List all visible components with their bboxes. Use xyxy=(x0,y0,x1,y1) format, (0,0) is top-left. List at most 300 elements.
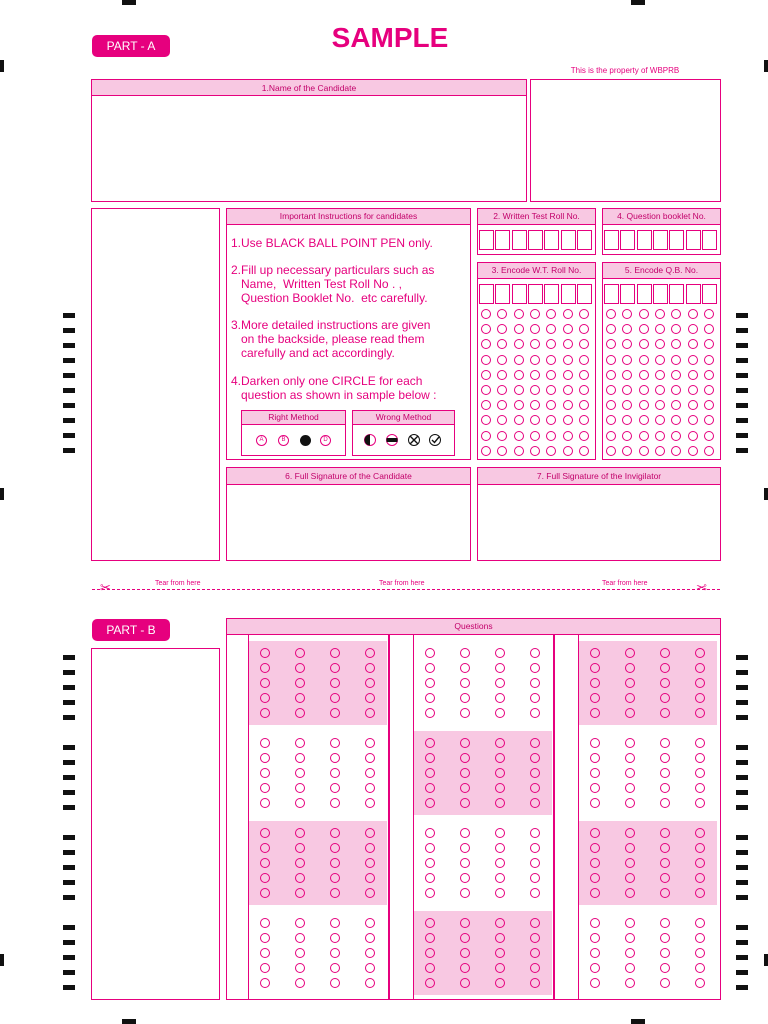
answer-bubble[interactable] xyxy=(590,708,600,718)
encode-roll-digit-bubble[interactable] xyxy=(579,355,589,365)
answer-bubble[interactable] xyxy=(365,738,375,748)
encode-qb-cell[interactable] xyxy=(653,284,668,304)
answer-bubble[interactable] xyxy=(425,783,435,793)
encode-roll-digit-bubble[interactable] xyxy=(481,385,491,395)
answer-bubble[interactable] xyxy=(625,978,635,988)
answer-bubble[interactable] xyxy=(260,663,270,673)
answer-bubble[interactable] xyxy=(695,858,705,868)
answer-bubble[interactable] xyxy=(590,918,600,928)
encode-roll-digit-bubble[interactable] xyxy=(514,415,524,425)
answer-bubble[interactable] xyxy=(695,963,705,973)
encode-qb-digit-bubble[interactable] xyxy=(639,415,649,425)
encode-roll-digit-bubble[interactable] xyxy=(579,324,589,334)
answer-bubble[interactable] xyxy=(530,978,540,988)
answer-bubble[interactable] xyxy=(260,738,270,748)
answer-bubble[interactable] xyxy=(695,768,705,778)
answer-bubble[interactable] xyxy=(260,753,270,763)
answer-bubble[interactable] xyxy=(330,663,340,673)
encode-qb-digit-bubble[interactable] xyxy=(688,339,698,349)
answer-bubble[interactable] xyxy=(530,708,540,718)
answer-bubble[interactable] xyxy=(495,963,505,973)
answer-bubble[interactable] xyxy=(660,918,670,928)
answer-bubble[interactable] xyxy=(260,858,270,868)
answer-bubble[interactable] xyxy=(425,963,435,973)
encode-qb-cell[interactable] xyxy=(620,284,635,304)
answer-bubble[interactable] xyxy=(625,948,635,958)
encode-qb-digit-bubble[interactable] xyxy=(639,400,649,410)
encode-roll-digit-bubble[interactable] xyxy=(514,385,524,395)
answer-bubble[interactable] xyxy=(625,918,635,928)
answer-bubble[interactable] xyxy=(260,708,270,718)
answer-bubble[interactable] xyxy=(695,753,705,763)
encode-qb-digit-bubble[interactable] xyxy=(688,400,698,410)
answer-bubble[interactable] xyxy=(695,648,705,658)
answer-bubble[interactable] xyxy=(295,768,305,778)
encode-qb-digit-bubble[interactable] xyxy=(704,385,714,395)
encode-qb-cell[interactable] xyxy=(637,284,652,304)
answer-bubble[interactable] xyxy=(365,918,375,928)
answer-bubble[interactable] xyxy=(530,963,540,973)
encode-roll-digit-bubble[interactable] xyxy=(514,446,524,456)
answer-bubble[interactable] xyxy=(695,708,705,718)
encode-roll-digit-bubble[interactable] xyxy=(481,355,491,365)
answer-bubble[interactable] xyxy=(460,648,470,658)
encode-roll-cell[interactable] xyxy=(577,284,592,304)
encode-qb-digit-bubble[interactable] xyxy=(639,339,649,349)
booklet-no-cell[interactable] xyxy=(702,230,717,250)
booklet-no-cell[interactable] xyxy=(604,230,619,250)
answer-bubble[interactable] xyxy=(330,693,340,703)
answer-bubble[interactable] xyxy=(295,693,305,703)
answer-bubble[interactable] xyxy=(530,798,540,808)
answer-bubble[interactable] xyxy=(590,873,600,883)
answer-bubble[interactable] xyxy=(625,858,635,868)
answer-bubble[interactable] xyxy=(660,858,670,868)
encode-qb-digit-bubble[interactable] xyxy=(671,446,681,456)
answer-bubble[interactable] xyxy=(695,828,705,838)
answer-bubble[interactable] xyxy=(660,693,670,703)
answer-bubble[interactable] xyxy=(590,693,600,703)
answer-bubble[interactable] xyxy=(425,663,435,673)
written-roll-cell[interactable] xyxy=(495,230,510,250)
encode-roll-digit-bubble[interactable] xyxy=(514,370,524,380)
answer-bubble[interactable] xyxy=(695,978,705,988)
encode-qb-digit-bubble[interactable] xyxy=(704,400,714,410)
encode-roll-cell[interactable] xyxy=(561,284,576,304)
encode-qb-digit-bubble[interactable] xyxy=(655,355,665,365)
answer-bubble[interactable] xyxy=(495,978,505,988)
answer-bubble[interactable] xyxy=(495,888,505,898)
encode-roll-digit-bubble[interactable] xyxy=(563,446,573,456)
answer-bubble[interactable] xyxy=(365,648,375,658)
answer-bubble[interactable] xyxy=(330,783,340,793)
answer-bubble[interactable] xyxy=(590,858,600,868)
answer-bubble[interactable] xyxy=(695,783,705,793)
answer-bubble[interactable] xyxy=(530,918,540,928)
answer-bubble[interactable] xyxy=(425,708,435,718)
encode-roll-digit-bubble[interactable] xyxy=(514,324,524,334)
answer-bubble[interactable] xyxy=(660,783,670,793)
answer-bubble[interactable] xyxy=(365,843,375,853)
encode-roll-digit-bubble[interactable] xyxy=(579,370,589,380)
answer-bubble[interactable] xyxy=(590,783,600,793)
answer-bubble[interactable] xyxy=(330,978,340,988)
answer-bubble[interactable] xyxy=(495,693,505,703)
written-roll-cell[interactable] xyxy=(512,230,527,250)
answer-bubble[interactable] xyxy=(460,768,470,778)
answer-bubble[interactable] xyxy=(695,918,705,928)
answer-bubble[interactable] xyxy=(660,933,670,943)
encode-roll-digit-bubble[interactable] xyxy=(481,446,491,456)
answer-bubble[interactable] xyxy=(495,858,505,868)
answer-bubble[interactable] xyxy=(460,678,470,688)
answer-bubble[interactable] xyxy=(530,933,540,943)
answer-bubble[interactable] xyxy=(365,933,375,943)
answer-bubble[interactable] xyxy=(625,783,635,793)
answer-bubble[interactable] xyxy=(295,978,305,988)
answer-bubble[interactable] xyxy=(295,798,305,808)
encode-qb-digit-bubble[interactable] xyxy=(704,355,714,365)
answer-bubble[interactable] xyxy=(295,933,305,943)
answer-bubble[interactable] xyxy=(425,678,435,688)
encode-roll-digit-bubble[interactable] xyxy=(514,355,524,365)
encode-qb-digit-bubble[interactable] xyxy=(704,370,714,380)
answer-bubble[interactable] xyxy=(660,888,670,898)
answer-bubble[interactable] xyxy=(695,738,705,748)
encode-qb-cell[interactable] xyxy=(686,284,701,304)
answer-bubble[interactable] xyxy=(495,753,505,763)
answer-bubble[interactable] xyxy=(530,693,540,703)
encode-roll-digit-bubble[interactable] xyxy=(514,400,524,410)
encode-qb-digit-bubble[interactable] xyxy=(671,370,681,380)
answer-bubble[interactable] xyxy=(365,708,375,718)
answer-bubble[interactable] xyxy=(695,888,705,898)
answer-bubble[interactable] xyxy=(530,888,540,898)
answer-bubble[interactable] xyxy=(460,663,470,673)
answer-bubble[interactable] xyxy=(330,708,340,718)
answer-bubble[interactable] xyxy=(295,963,305,973)
answer-bubble[interactable] xyxy=(660,978,670,988)
answer-bubble[interactable] xyxy=(425,768,435,778)
answer-bubble[interactable] xyxy=(530,678,540,688)
written-roll-cell[interactable] xyxy=(544,230,559,250)
answer-bubble[interactable] xyxy=(495,873,505,883)
booklet-no-cell[interactable] xyxy=(637,230,652,250)
encode-roll-digit-bubble[interactable] xyxy=(579,446,589,456)
answer-bubble[interactable] xyxy=(365,678,375,688)
answer-bubble[interactable] xyxy=(495,828,505,838)
answer-bubble[interactable] xyxy=(590,753,600,763)
answer-bubble[interactable] xyxy=(460,858,470,868)
encode-qb-digit-bubble[interactable] xyxy=(688,385,698,395)
encode-roll-digit-bubble[interactable] xyxy=(530,431,540,441)
answer-bubble[interactable] xyxy=(425,873,435,883)
answer-bubble[interactable] xyxy=(625,798,635,808)
written-roll-cell[interactable] xyxy=(479,230,494,250)
encode-qb-cell[interactable] xyxy=(604,284,619,304)
encode-roll-digit-bubble[interactable] xyxy=(579,431,589,441)
encode-roll-digit-bubble[interactable] xyxy=(579,400,589,410)
answer-bubble[interactable] xyxy=(625,648,635,658)
answer-bubble[interactable] xyxy=(590,843,600,853)
answer-bubble[interactable] xyxy=(660,768,670,778)
answer-bubble[interactable] xyxy=(695,693,705,703)
encode-qb-digit-bubble[interactable] xyxy=(655,431,665,441)
answer-bubble[interactable] xyxy=(590,963,600,973)
encode-roll-digit-bubble[interactable] xyxy=(563,309,573,319)
answer-bubble[interactable] xyxy=(625,768,635,778)
answer-bubble[interactable] xyxy=(625,873,635,883)
encode-roll-cell[interactable] xyxy=(495,284,510,304)
encode-qb-digit-bubble[interactable] xyxy=(622,355,632,365)
answer-bubble[interactable] xyxy=(590,978,600,988)
answer-bubble[interactable] xyxy=(495,948,505,958)
answer-bubble[interactable] xyxy=(330,888,340,898)
answer-bubble[interactable] xyxy=(295,843,305,853)
encode-qb-digit-bubble[interactable] xyxy=(671,431,681,441)
encode-qb-digit-bubble[interactable] xyxy=(606,355,616,365)
encode-roll-digit-bubble[interactable] xyxy=(563,324,573,334)
answer-bubble[interactable] xyxy=(295,858,305,868)
answer-bubble[interactable] xyxy=(330,753,340,763)
answer-bubble[interactable] xyxy=(460,933,470,943)
encode-roll-digit-bubble[interactable] xyxy=(530,370,540,380)
encode-qb-digit-bubble[interactable] xyxy=(704,309,714,319)
booklet-no-cell[interactable] xyxy=(669,230,684,250)
answer-bubble[interactable] xyxy=(295,753,305,763)
encode-roll-digit-bubble[interactable] xyxy=(579,309,589,319)
answer-bubble[interactable] xyxy=(365,948,375,958)
encode-roll-digit-bubble[interactable] xyxy=(546,446,556,456)
answer-bubble[interactable] xyxy=(260,978,270,988)
encode-qb-digit-bubble[interactable] xyxy=(688,431,698,441)
answer-bubble[interactable] xyxy=(330,933,340,943)
answer-bubble[interactable] xyxy=(425,843,435,853)
answer-bubble[interactable] xyxy=(330,768,340,778)
answer-bubble[interactable] xyxy=(425,648,435,658)
answer-bubble[interactable] xyxy=(365,753,375,763)
answer-bubble[interactable] xyxy=(625,933,635,943)
answer-bubble[interactable] xyxy=(295,648,305,658)
encode-qb-digit-bubble[interactable] xyxy=(639,446,649,456)
answer-bubble[interactable] xyxy=(365,858,375,868)
encode-qb-digit-bubble[interactable] xyxy=(606,309,616,319)
answer-bubble[interactable] xyxy=(460,828,470,838)
answer-bubble[interactable] xyxy=(460,693,470,703)
answer-bubble[interactable] xyxy=(530,753,540,763)
answer-bubble[interactable] xyxy=(260,918,270,928)
encode-qb-digit-bubble[interactable] xyxy=(688,324,698,334)
encode-roll-cell[interactable] xyxy=(544,284,559,304)
answer-bubble[interactable] xyxy=(495,738,505,748)
encode-qb-digit-bubble[interactable] xyxy=(606,431,616,441)
encode-roll-cell[interactable] xyxy=(528,284,543,304)
answer-bubble[interactable] xyxy=(530,738,540,748)
answer-bubble[interactable] xyxy=(365,978,375,988)
answer-bubble[interactable] xyxy=(425,828,435,838)
answer-bubble[interactable] xyxy=(365,798,375,808)
answer-bubble[interactable] xyxy=(460,918,470,928)
answer-bubble[interactable] xyxy=(330,678,340,688)
encode-roll-digit-bubble[interactable] xyxy=(546,431,556,441)
answer-bubble[interactable] xyxy=(625,708,635,718)
answer-bubble[interactable] xyxy=(295,783,305,793)
answer-bubble[interactable] xyxy=(425,858,435,868)
encode-roll-digit-bubble[interactable] xyxy=(563,339,573,349)
answer-bubble[interactable] xyxy=(260,678,270,688)
encode-roll-digit-bubble[interactable] xyxy=(530,446,540,456)
answer-bubble[interactable] xyxy=(460,873,470,883)
answer-bubble[interactable] xyxy=(590,738,600,748)
written-roll-cell[interactable] xyxy=(528,230,543,250)
answer-bubble[interactable] xyxy=(425,933,435,943)
answer-bubble[interactable] xyxy=(695,843,705,853)
answer-bubble[interactable] xyxy=(660,843,670,853)
answer-bubble[interactable] xyxy=(660,648,670,658)
answer-bubble[interactable] xyxy=(460,963,470,973)
answer-bubble[interactable] xyxy=(695,933,705,943)
answer-bubble[interactable] xyxy=(365,783,375,793)
answer-bubble[interactable] xyxy=(590,888,600,898)
encode-roll-cell[interactable] xyxy=(479,284,494,304)
encode-roll-digit-bubble[interactable] xyxy=(579,385,589,395)
answer-bubble[interactable] xyxy=(365,693,375,703)
encode-roll-digit-bubble[interactable] xyxy=(497,355,507,365)
answer-bubble[interactable] xyxy=(260,768,270,778)
answer-bubble[interactable] xyxy=(530,858,540,868)
encode-roll-digit-bubble[interactable] xyxy=(530,355,540,365)
answer-bubble[interactable] xyxy=(460,798,470,808)
answer-bubble[interactable] xyxy=(530,948,540,958)
encode-roll-digit-bubble[interactable] xyxy=(530,385,540,395)
encode-qb-digit-bubble[interactable] xyxy=(688,370,698,380)
answer-bubble[interactable] xyxy=(695,873,705,883)
answer-bubble[interactable] xyxy=(625,753,635,763)
encode-roll-digit-bubble[interactable] xyxy=(514,339,524,349)
written-roll-cell[interactable] xyxy=(561,230,576,250)
encode-qb-digit-bubble[interactable] xyxy=(606,446,616,456)
answer-bubble[interactable] xyxy=(590,678,600,688)
booklet-no-cell[interactable] xyxy=(620,230,635,250)
answer-bubble[interactable] xyxy=(530,873,540,883)
answer-bubble[interactable] xyxy=(365,663,375,673)
encode-roll-digit-bubble[interactable] xyxy=(563,400,573,410)
answer-bubble[interactable] xyxy=(260,948,270,958)
answer-bubble[interactable] xyxy=(625,678,635,688)
answer-bubble[interactable] xyxy=(660,873,670,883)
encode-qb-digit-bubble[interactable] xyxy=(639,370,649,380)
answer-bubble[interactable] xyxy=(295,663,305,673)
answer-bubble[interactable] xyxy=(590,768,600,778)
answer-bubble[interactable] xyxy=(460,753,470,763)
answer-bubble[interactable] xyxy=(695,678,705,688)
answer-bubble[interactable] xyxy=(530,783,540,793)
answer-bubble[interactable] xyxy=(460,948,470,958)
answer-bubble[interactable] xyxy=(625,963,635,973)
encode-roll-digit-bubble[interactable] xyxy=(563,370,573,380)
encode-roll-digit-bubble[interactable] xyxy=(563,431,573,441)
answer-bubble[interactable] xyxy=(365,873,375,883)
answer-bubble[interactable] xyxy=(260,693,270,703)
answer-bubble[interactable] xyxy=(330,918,340,928)
answer-bubble[interactable] xyxy=(495,918,505,928)
answer-bubble[interactable] xyxy=(695,663,705,673)
answer-bubble[interactable] xyxy=(590,648,600,658)
answer-bubble[interactable] xyxy=(260,798,270,808)
encode-roll-digit-bubble[interactable] xyxy=(514,431,524,441)
answer-bubble[interactable] xyxy=(460,738,470,748)
answer-bubble[interactable] xyxy=(590,798,600,808)
answer-bubble[interactable] xyxy=(660,828,670,838)
answer-bubble[interactable] xyxy=(425,693,435,703)
encode-qb-digit-bubble[interactable] xyxy=(639,431,649,441)
answer-bubble[interactable] xyxy=(530,648,540,658)
written-roll-cell[interactable] xyxy=(577,230,592,250)
answer-bubble[interactable] xyxy=(295,873,305,883)
encode-roll-digit-bubble[interactable] xyxy=(481,431,491,441)
answer-bubble[interactable] xyxy=(295,738,305,748)
answer-bubble[interactable] xyxy=(365,888,375,898)
answer-bubble[interactable] xyxy=(530,663,540,673)
answer-bubble[interactable] xyxy=(495,678,505,688)
answer-bubble[interactable] xyxy=(330,798,340,808)
encode-qb-digit-bubble[interactable] xyxy=(704,431,714,441)
answer-bubble[interactable] xyxy=(260,783,270,793)
answer-bubble[interactable] xyxy=(460,708,470,718)
answer-bubble[interactable] xyxy=(260,828,270,838)
encode-roll-digit-bubble[interactable] xyxy=(546,355,556,365)
answer-bubble[interactable] xyxy=(495,933,505,943)
answer-bubble[interactable] xyxy=(625,738,635,748)
encode-qb-digit-bubble[interactable] xyxy=(622,431,632,441)
encode-roll-digit-bubble[interactable] xyxy=(563,355,573,365)
encode-roll-digit-bubble[interactable] xyxy=(546,370,556,380)
answer-bubble[interactable] xyxy=(425,738,435,748)
answer-bubble[interactable] xyxy=(330,873,340,883)
answer-bubble[interactable] xyxy=(460,978,470,988)
answer-bubble[interactable] xyxy=(660,738,670,748)
booklet-no-cell[interactable] xyxy=(686,230,701,250)
encode-qb-digit-bubble[interactable] xyxy=(688,415,698,425)
encode-qb-digit-bubble[interactable] xyxy=(688,355,698,365)
answer-bubble[interactable] xyxy=(590,933,600,943)
encode-qb-digit-bubble[interactable] xyxy=(655,370,665,380)
answer-bubble[interactable] xyxy=(330,738,340,748)
answer-bubble[interactable] xyxy=(660,678,670,688)
answer-bubble[interactable] xyxy=(495,783,505,793)
encode-qb-digit-bubble[interactable] xyxy=(704,324,714,334)
answer-bubble[interactable] xyxy=(260,933,270,943)
answer-bubble[interactable] xyxy=(460,843,470,853)
answer-bubble[interactable] xyxy=(425,798,435,808)
answer-bubble[interactable] xyxy=(530,768,540,778)
answer-bubble[interactable] xyxy=(625,843,635,853)
answer-bubble[interactable] xyxy=(365,963,375,973)
answer-bubble[interactable] xyxy=(495,843,505,853)
answer-bubble[interactable] xyxy=(330,948,340,958)
answer-bubble[interactable] xyxy=(495,708,505,718)
encode-qb-digit-bubble[interactable] xyxy=(688,446,698,456)
answer-bubble[interactable] xyxy=(260,648,270,658)
answer-bubble[interactable] xyxy=(460,888,470,898)
answer-bubble[interactable] xyxy=(425,753,435,763)
encode-qb-digit-bubble[interactable] xyxy=(606,370,616,380)
answer-bubble[interactable] xyxy=(295,828,305,838)
answer-bubble[interactable] xyxy=(295,948,305,958)
encode-roll-digit-bubble[interactable] xyxy=(481,309,491,319)
answer-bubble[interactable] xyxy=(625,663,635,673)
answer-bubble[interactable] xyxy=(530,843,540,853)
